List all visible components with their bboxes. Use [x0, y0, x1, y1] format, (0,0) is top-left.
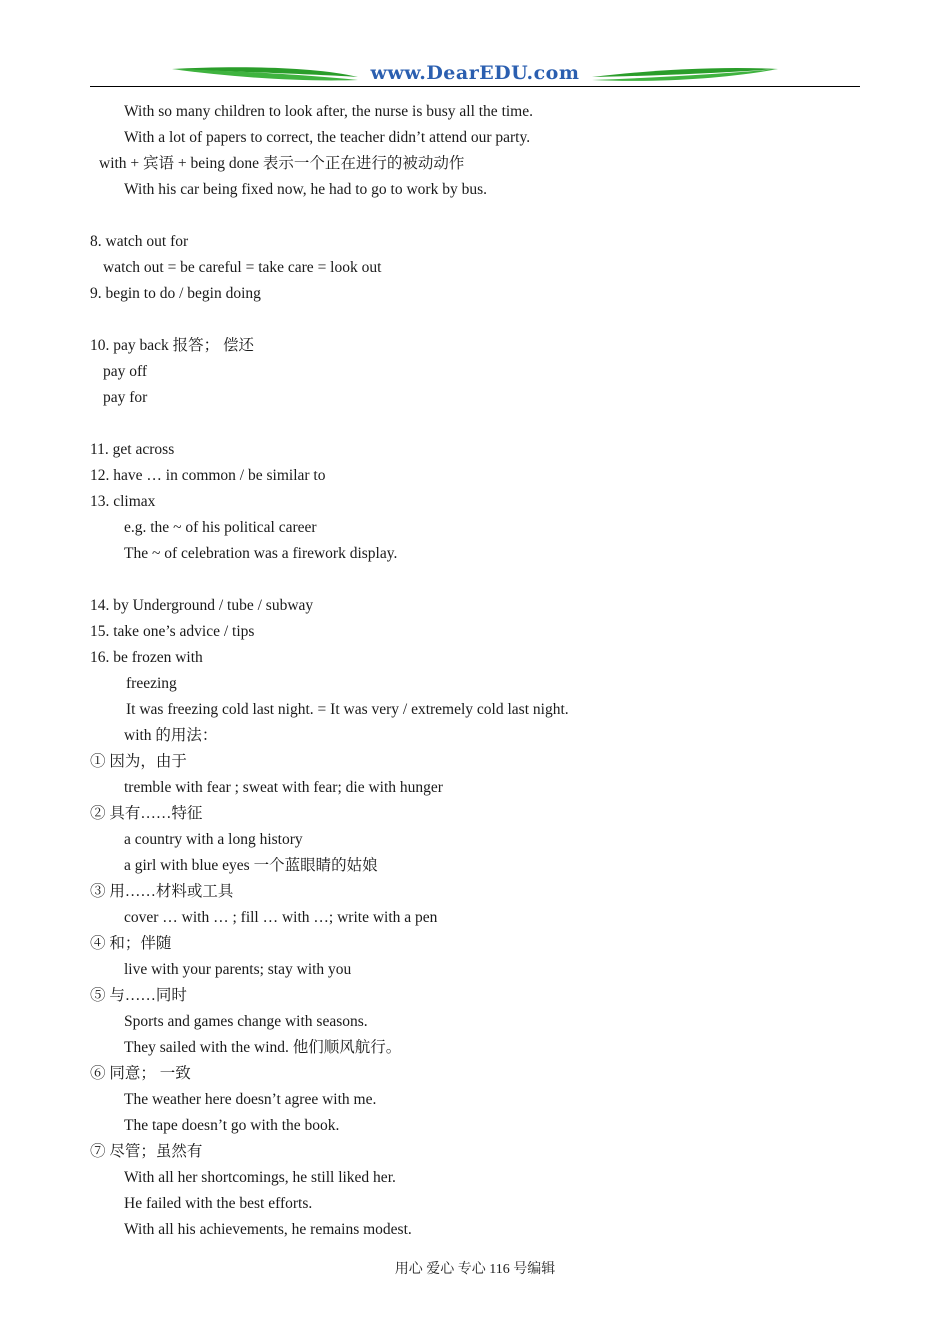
text-line: With all her shortcomings, he still liked her.	[124, 1169, 396, 1186]
usage-heading: ① 因为，由于	[90, 753, 187, 770]
item-heading: 13. climax	[90, 493, 156, 510]
text-line: live with your parents; stay with you	[124, 961, 352, 978]
text-line: e.g. the ~ of his political career	[124, 519, 317, 536]
text-line: With so many children to look after, the nurse is busy all the time.	[124, 103, 533, 120]
text-line: With his car being fixed now, he had to go to work by bus.	[124, 181, 487, 198]
usage-heading: ⑦ 尽管；虽然有	[90, 1143, 203, 1160]
text-line: tremble with fear ; sweat with fear; die with hunger	[124, 779, 443, 796]
section-label: with 的用法：	[124, 727, 218, 744]
item-heading: 14. by Underground / tube / subway	[90, 597, 314, 614]
item-heading: 8. watch out for	[90, 233, 189, 250]
usage-heading: ② 具有……特征	[90, 805, 203, 822]
item-heading: 15. take one’s advice / tips	[90, 623, 255, 640]
text-line: The ~ of celebration was a firework display.	[124, 545, 398, 562]
text-line: pay for	[103, 389, 148, 406]
text-line: The weather here doesn’t agree with me.	[124, 1091, 377, 1108]
item-heading: 11. get across	[90, 441, 175, 458]
text-line: freezing	[126, 675, 177, 692]
item-heading: 10. pay back 报答； 偿还	[90, 337, 255, 354]
text-line: The tape doesn’t go with the book.	[124, 1117, 340, 1134]
text-line: pay off	[103, 363, 148, 380]
item-heading: 12. have … in common / be similar to	[90, 467, 326, 484]
text-line: It was freezing cold last night. = It was very / extremely cold last night.	[126, 701, 569, 718]
site-logo-text: www.DearEDU.com	[370, 62, 580, 84]
text-line: He failed with the best efforts.	[124, 1195, 313, 1212]
page-footer	[0, 1258, 950, 1278]
usage-heading: ⑥ 同意； 一致	[90, 1065, 191, 1082]
text-line: a country with a long history	[124, 831, 303, 848]
usage-heading: ④ 和；伴随	[90, 935, 172, 952]
text-line: With all his achievements, he remains modest.	[124, 1221, 412, 1238]
footer-text: 用心 爱心 专心 116 号编辑	[394, 1262, 556, 1277]
text-line: watch out = be careful = take care = look out	[103, 259, 382, 276]
item-heading: 16. be frozen with	[90, 649, 203, 666]
text-line: a girl with blue eyes 一个蓝眼睛的姑娘	[124, 857, 378, 874]
usage-heading: ⑤ 与……同时	[90, 987, 187, 1004]
text-line: With a lot of papers to correct, the teacher didn’t attend our party.	[124, 129, 531, 146]
item-heading: 9. begin to do / begin doing	[90, 285, 261, 302]
text-line: Sports and games change with seasons.	[124, 1013, 368, 1030]
text-line: cover … with … ; fill … with …; write with a pen	[124, 909, 438, 926]
text-line: They sailed with the wind. 他们顺风航行。	[124, 1039, 402, 1056]
usage-heading: ③ 用……材料或工具	[90, 883, 234, 900]
text-line: with + 宾语 + being done 表示一个正在进行的被动动作	[99, 155, 465, 172]
